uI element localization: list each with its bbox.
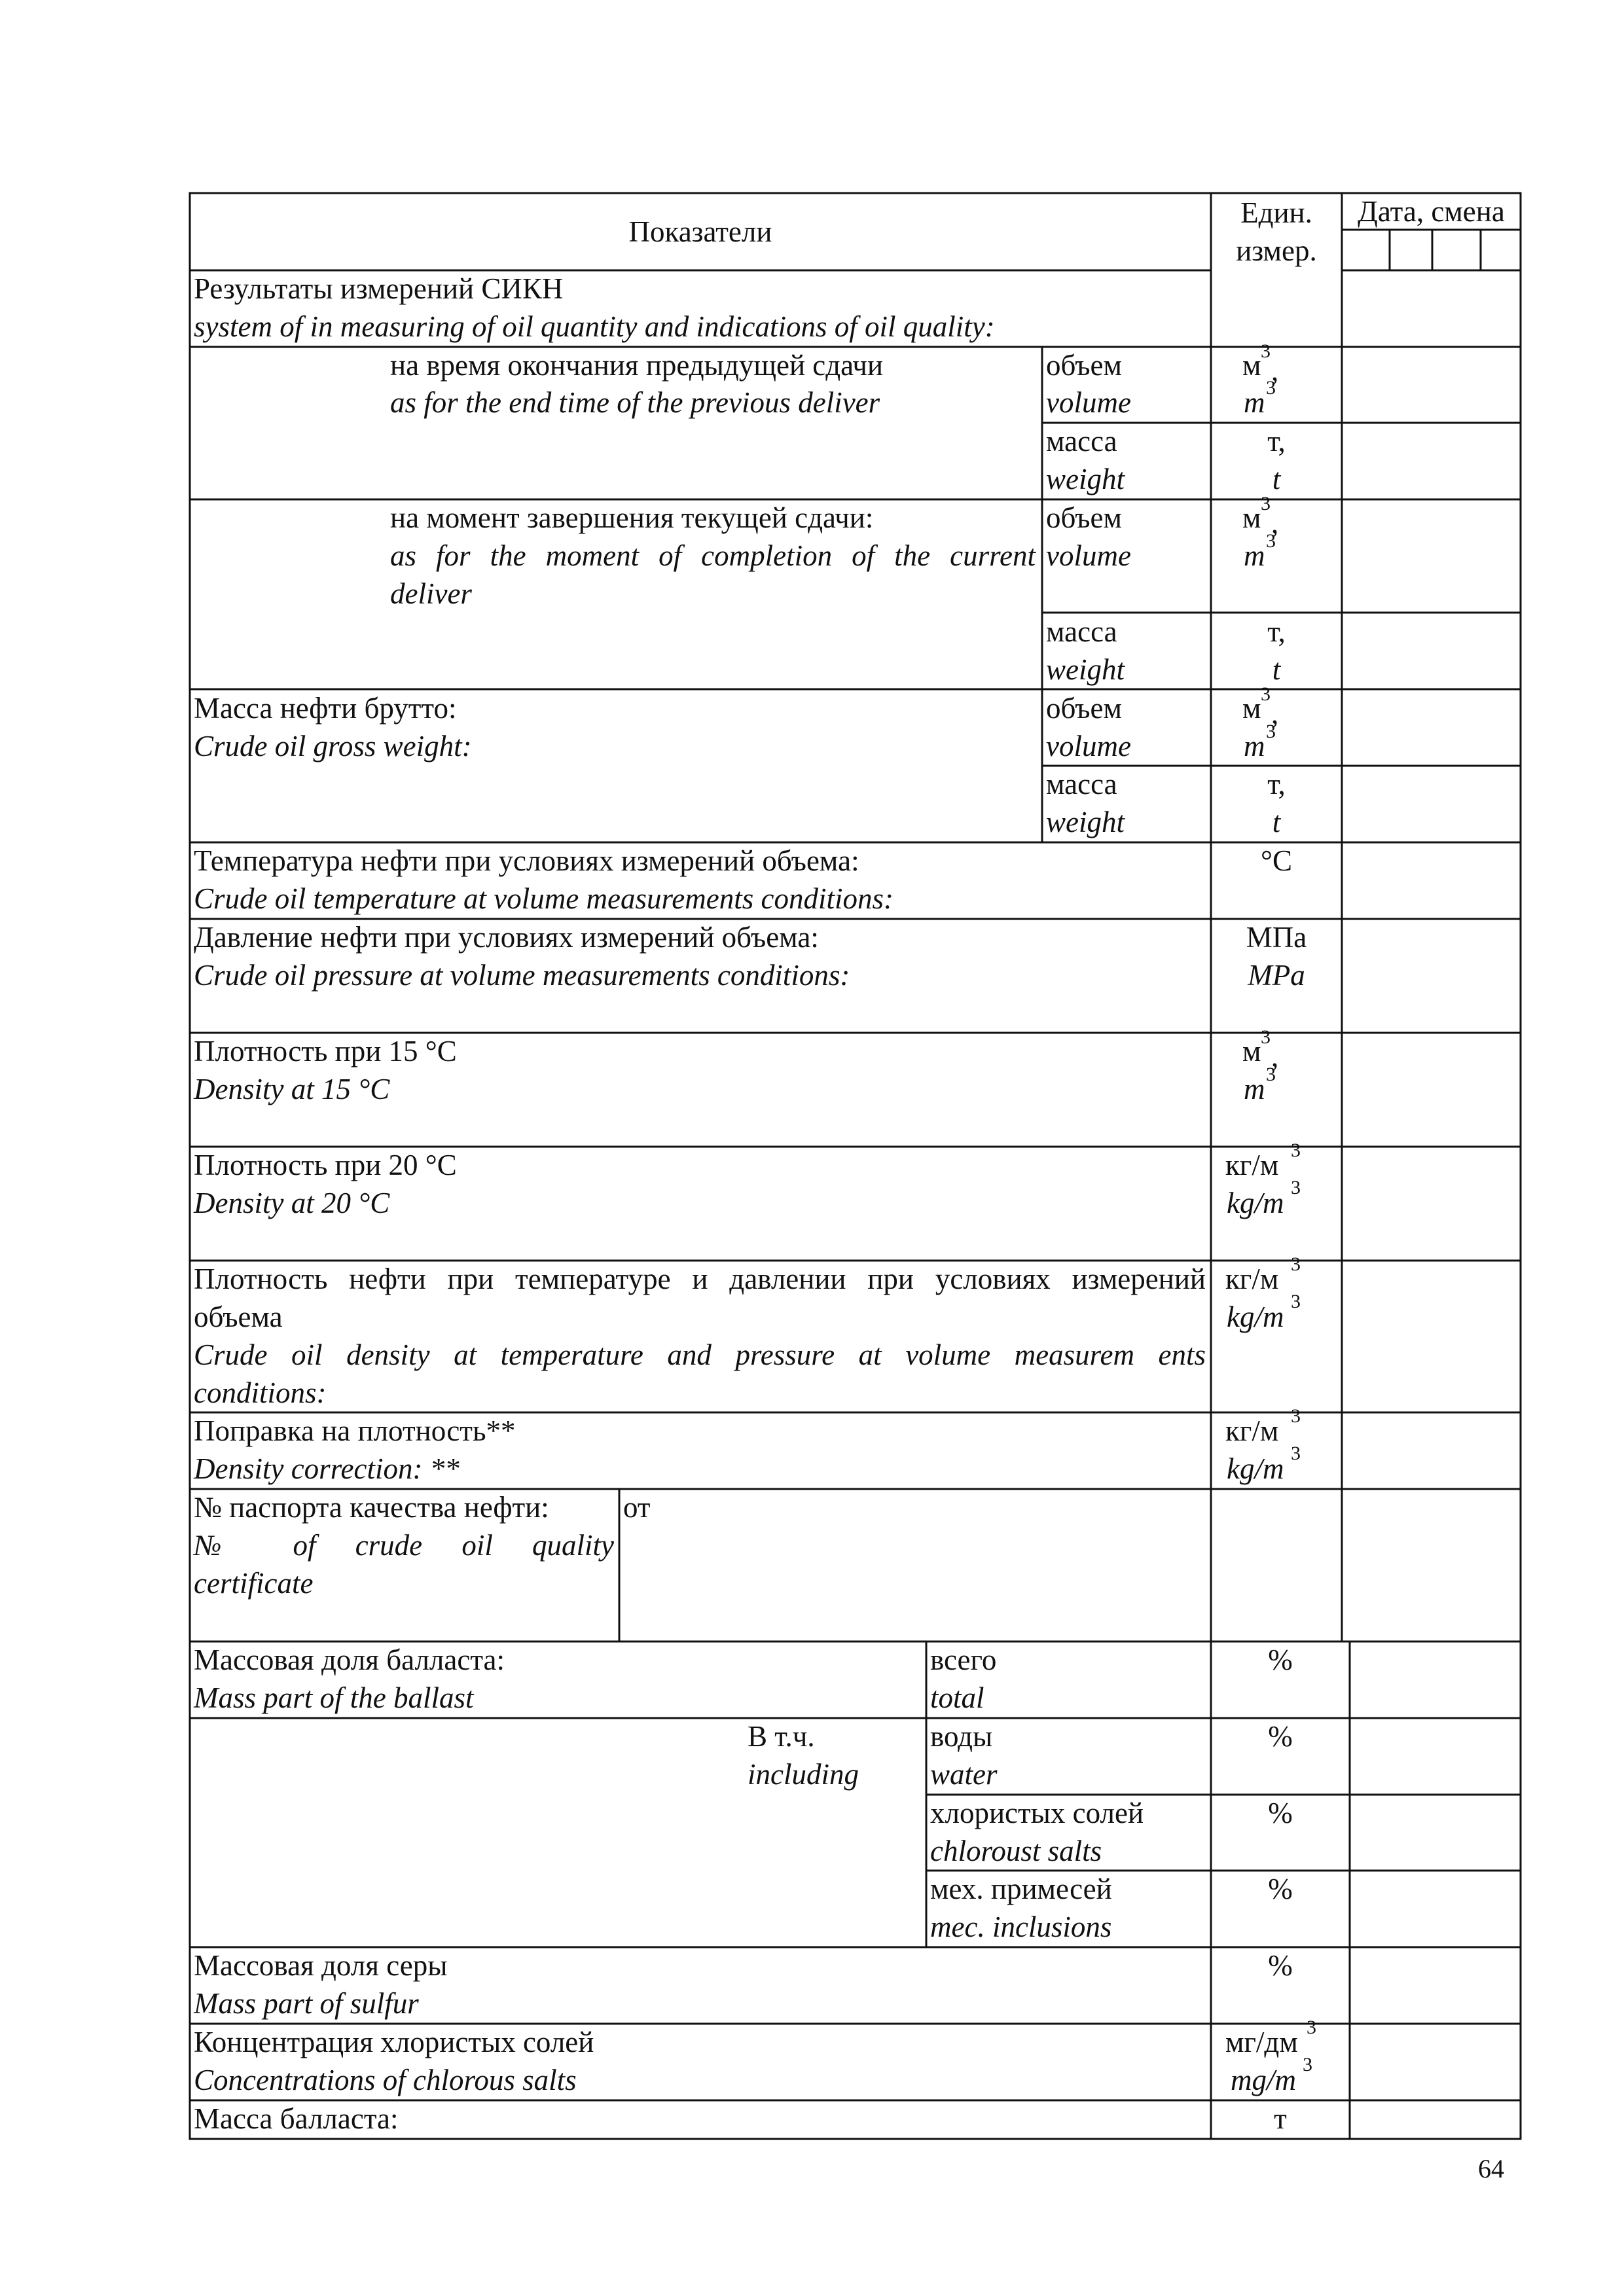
gross-volume-unit-sup-ru: 3 bbox=[1261, 683, 1271, 705]
density-correction-unit-sup-ru: 3 bbox=[1291, 1405, 1301, 1427]
sulfur-en: Mass part of sulfur bbox=[194, 1987, 419, 2020]
curr-delivery-en-line1: as for the moment of completion of the current bbox=[390, 539, 1036, 572]
gross-mass-unit-en: t bbox=[1272, 806, 1281, 838]
density-cond-unit-sup-en: 3 bbox=[1291, 1291, 1301, 1312]
pressure-en: Crude oil pressure at volume measurements conditions: bbox=[194, 959, 850, 992]
salts-ru: хлористых солей bbox=[930, 1797, 1144, 1829]
ballast-mass-unit: т bbox=[1274, 2102, 1287, 2135]
sikn-title-en: system of in measuring of oil quantity and indications of oil quality: bbox=[194, 310, 995, 343]
chlor-conc-ru: Концентрация хлористых солей bbox=[194, 2026, 594, 2058]
passport-en-line2: certificate bbox=[194, 1567, 314, 1600]
water-en: water bbox=[930, 1758, 998, 1791]
water-ru: воды bbox=[930, 1720, 993, 1753]
gross-volume-en: volume bbox=[1046, 730, 1131, 762]
density-correction-en: Density correction: ** bbox=[194, 1452, 460, 1485]
prev-mass-en: weight bbox=[1046, 463, 1125, 495]
including-en: including bbox=[748, 1758, 859, 1791]
density-cond-ru-line2: объема bbox=[194, 1300, 283, 1333]
density-cond-unit-en: kg/m bbox=[1227, 1300, 1284, 1333]
prev-volume-unit-ru: м bbox=[1242, 349, 1261, 382]
page-number: 64 bbox=[1478, 2154, 1504, 2183]
density-correction-unit-ru: кг/м bbox=[1225, 1414, 1279, 1447]
pressure-unit-en: MPa bbox=[1248, 959, 1305, 992]
water-unit: % bbox=[1268, 1720, 1293, 1753]
density-cond-en-line2: conditions: bbox=[194, 1376, 327, 1409]
salts-unit: % bbox=[1268, 1797, 1293, 1829]
density-15-unit-sup-ru: 3 bbox=[1261, 1026, 1271, 1048]
ballast-ru: Массовая доля балласта: bbox=[194, 1643, 505, 1676]
density-15-ru: Плотность при 15 °С bbox=[194, 1035, 457, 1067]
gross-volume-unit-en: m bbox=[1244, 730, 1265, 762]
header-unit-line2: измер. bbox=[1236, 234, 1317, 267]
density-15-unit-en: m bbox=[1244, 1073, 1265, 1105]
prev-mass-unit-en: t bbox=[1272, 463, 1281, 495]
prev-volume-en: volume bbox=[1046, 386, 1131, 419]
curr-volume-en: volume bbox=[1046, 539, 1131, 572]
passport-ru: № паспорта качества нефти: bbox=[194, 1491, 549, 1524]
density-15-en: Density at 15 °С bbox=[194, 1073, 390, 1105]
curr-mass-unit-en: t bbox=[1272, 653, 1281, 686]
chlor-conc-unit-sup-en: 3 bbox=[1303, 2054, 1312, 2075]
gross-volume-ru: объем bbox=[1046, 692, 1122, 725]
sikn-title-ru: Результаты измерений СИКН bbox=[194, 272, 564, 305]
density-20-unit-sup-en: 3 bbox=[1291, 1177, 1301, 1198]
curr-delivery-en-line2: deliver bbox=[390, 577, 472, 610]
gross-volume-unit-sup-en: 3 bbox=[1266, 721, 1276, 742]
gross-volume-unit-ru: м bbox=[1242, 692, 1261, 725]
prev-delivery-en: as for the end time of the previous deliver bbox=[390, 386, 880, 419]
sulfur-unit: % bbox=[1268, 1949, 1293, 1982]
temperature-en: Crude oil temperature at volume measurements conditions: bbox=[194, 882, 893, 915]
density-20-unit-en: kg/m bbox=[1227, 1187, 1284, 1219]
ballast-total-unit: % bbox=[1268, 1643, 1293, 1676]
density-correction-ru: Поправка на плотность** bbox=[194, 1414, 516, 1447]
prev-mass-ru: масса bbox=[1046, 425, 1117, 457]
gross-mass-unit-ru: т, bbox=[1267, 768, 1286, 800]
prev-volume-unit-en: m bbox=[1244, 386, 1265, 419]
prev-delivery-ru: на время окончания предыдущей сдачи bbox=[390, 349, 884, 382]
curr-volume-unit-ru: м bbox=[1242, 501, 1261, 534]
gross-volume-unit-comma: , bbox=[1271, 697, 1279, 730]
mech-impurities-unit: % bbox=[1268, 1873, 1293, 1905]
density-15-unit-sup-en: 3 bbox=[1266, 1064, 1276, 1085]
chlor-conc-unit-en: mg/m bbox=[1231, 2064, 1296, 2096]
ballast-total-en: total bbox=[930, 1681, 984, 1714]
gross-mass-en: weight bbox=[1046, 806, 1125, 838]
curr-volume-unit-en: m bbox=[1244, 539, 1265, 572]
prev-volume-unit-sup-ru: 3 bbox=[1261, 340, 1271, 362]
gross-mass-ru: масса bbox=[1046, 768, 1117, 800]
curr-volume-ru: объем bbox=[1046, 501, 1122, 534]
ballast-en: Mass part of the ballast bbox=[194, 1681, 474, 1714]
pressure-ru: Давление нефти при условиях измерений объема: bbox=[194, 921, 819, 954]
prev-mass-unit-ru: т, bbox=[1267, 425, 1286, 457]
prev-volume-unit-sup-en: 3 bbox=[1266, 377, 1276, 399]
ballast-mass-ru: Масса балласта: bbox=[194, 2102, 399, 2135]
density-20-unit-sup-ru: 3 bbox=[1291, 1139, 1301, 1161]
density-cond-unit-sup-ru: 3 bbox=[1291, 1253, 1301, 1275]
density-15-unit-comma: , bbox=[1271, 1040, 1279, 1073]
header-indicators: Показатели bbox=[628, 215, 772, 248]
curr-volume-unit-sup-ru: 3 bbox=[1261, 493, 1271, 514]
curr-volume-unit-comma: , bbox=[1271, 507, 1279, 539]
chlor-conc-unit-ru: мг/дм bbox=[1225, 2026, 1298, 2058]
density-correction-unit-en: kg/m bbox=[1227, 1452, 1284, 1485]
curr-mass-unit-ru: т, bbox=[1267, 615, 1286, 648]
ballast-total-ru: всего bbox=[930, 1643, 997, 1676]
density-15-unit-ru: м bbox=[1242, 1035, 1261, 1067]
pressure-unit-ru: МПа bbox=[1246, 921, 1307, 954]
prev-volume-unit-comma: , bbox=[1271, 354, 1279, 387]
curr-volume-unit-sup-en: 3 bbox=[1266, 530, 1276, 552]
passport-en-line1: № of crude oil quality bbox=[194, 1529, 614, 1562]
density-cond-unit-ru: кг/м bbox=[1225, 1263, 1279, 1295]
mech-impurities-en: mec. inclusions bbox=[930, 1910, 1112, 1943]
header-unit-line1: Един. bbox=[1240, 196, 1312, 229]
curr-mass-ru: масса bbox=[1046, 615, 1117, 648]
density-correction-unit-sup-en: 3 bbox=[1291, 1443, 1301, 1464]
density-20-ru: Плотность при 20 °С bbox=[194, 1149, 457, 1181]
density-cond-ru-line1: Плотность нефти при температуре и давлении при условиях измерений bbox=[194, 1263, 1206, 1295]
temperature-unit: °С bbox=[1260, 844, 1292, 877]
mech-impurities-ru: мех. примесей bbox=[930, 1873, 1112, 1905]
gross-weight-ru: Масса нефти брутто: bbox=[194, 692, 457, 725]
chlor-conc-unit-sup-ru: 3 bbox=[1307, 2017, 1316, 2038]
sulfur-ru: Массовая доля серы bbox=[194, 1949, 448, 1982]
density-20-en: Density at 20 °С bbox=[194, 1187, 390, 1219]
prev-volume-ru: объем bbox=[1046, 349, 1122, 382]
gross-weight-en: Crude oil gross weight: bbox=[194, 730, 472, 762]
chlor-conc-en: Concentrations of chlorous salts bbox=[194, 2064, 577, 2096]
including-ru: В т.ч. bbox=[748, 1720, 815, 1753]
header-date-shift: Дата, смена bbox=[1358, 195, 1505, 228]
passport-from-label: от bbox=[623, 1491, 651, 1524]
density-20-unit-ru: кг/м bbox=[1225, 1149, 1279, 1181]
curr-delivery-ru: на момент завершения текущей сдачи: bbox=[390, 501, 874, 534]
density-cond-en-line1: Crude oil density at temperature and pressure at volume measurem ents bbox=[194, 1338, 1206, 1371]
curr-mass-en: weight bbox=[1046, 653, 1125, 686]
temperature-ru: Температура нефти при условиях измерений объема: bbox=[194, 844, 859, 877]
salts-en: chloroust salts bbox=[930, 1835, 1102, 1867]
